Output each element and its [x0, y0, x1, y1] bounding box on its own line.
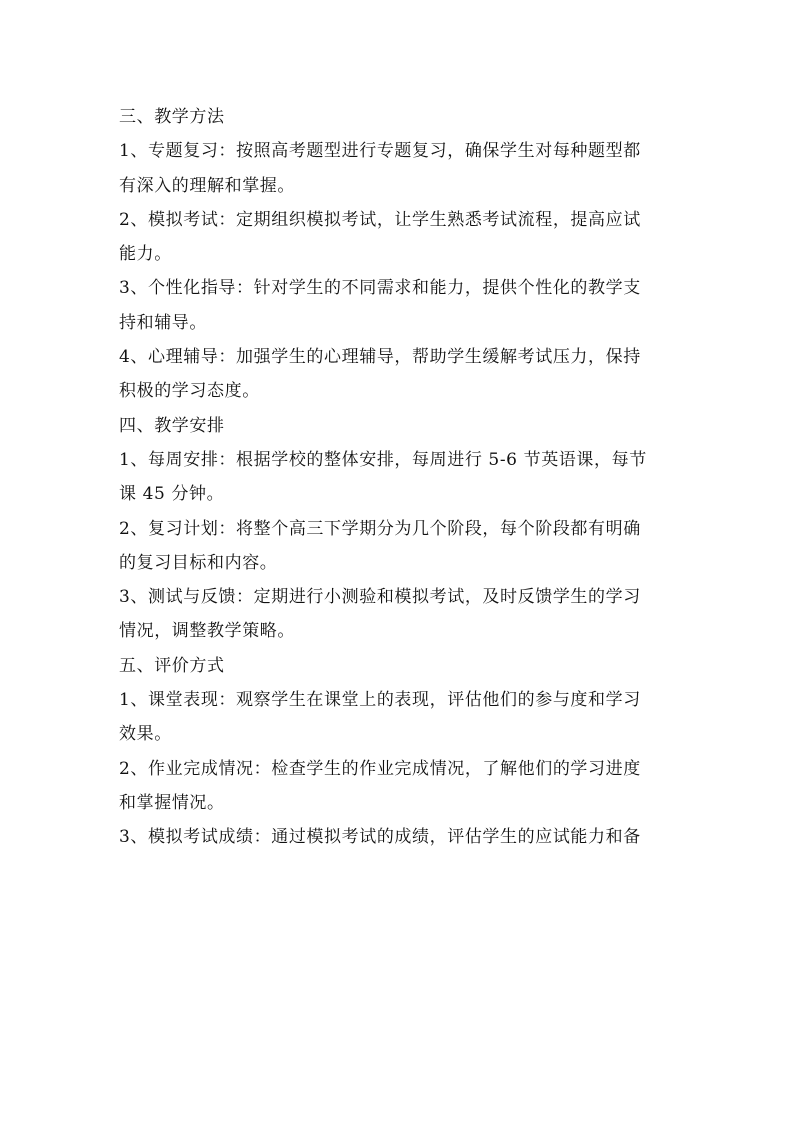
paragraph-line: 积极的学习态度。	[119, 381, 260, 402]
section-heading-evaluation-methods: 五、评价方式	[119, 655, 225, 676]
paragraph-line: 和掌握情况。	[119, 792, 225, 813]
paragraph-line: 2、复习计划：将整个高三下学期分为几个阶段，每个阶段都有明确	[119, 518, 641, 539]
paragraph-line: 4、心理辅导：加强学生的心理辅导，帮助学生缓解考试压力，保持	[119, 347, 641, 368]
paragraph-line: 课 45 分钟。	[119, 484, 225, 505]
section-heading-teaching-methods: 三、教学方法	[119, 107, 225, 127]
paragraph-line: 3、测试与反馈：定期进行小测验和模拟考试，及时反馈学生的学习	[119, 587, 641, 608]
paragraph-line: 1、专题复习：按照高考题型进行专题复习，确保学生对每种题型都	[119, 141, 641, 162]
paragraph-line: 情况，调整教学策略。	[119, 621, 295, 642]
paragraph-line: 持和辅导。	[119, 312, 207, 333]
paragraph-line: 有深入的理解和掌握。	[119, 175, 295, 196]
paragraph-line: 效果。	[119, 724, 172, 745]
section-heading-teaching-schedule: 四、教学安排	[119, 415, 225, 436]
paragraph-line: 2、作业完成情况：检查学生的作业完成情况，了解他们的学习进度	[119, 758, 641, 779]
paragraph-line: 3、模拟考试成绩：通过模拟考试的成绩，评估学生的应试能力和备	[119, 827, 641, 848]
paragraph-line: 能力。	[119, 244, 172, 265]
paragraph-line: 1、课堂表现：观察学生在课堂上的表现，评估他们的参与度和学习	[119, 690, 641, 711]
document-body	[119, 100, 679, 855]
paragraph-line: 2、模拟考试：定期组织模拟考试，让学生熟悉考试流程，提高应试	[119, 209, 641, 230]
paragraph-line: 的复习目标和内容。	[119, 552, 278, 573]
paragraph-line: 3、个性化指导：针对学生的不同需求和能力，提供个性化的教学支	[119, 278, 641, 299]
paragraph-line: 1、每周安排：根据学校的整体安排，每周进行 5-6 节英语课，每节	[119, 449, 647, 470]
